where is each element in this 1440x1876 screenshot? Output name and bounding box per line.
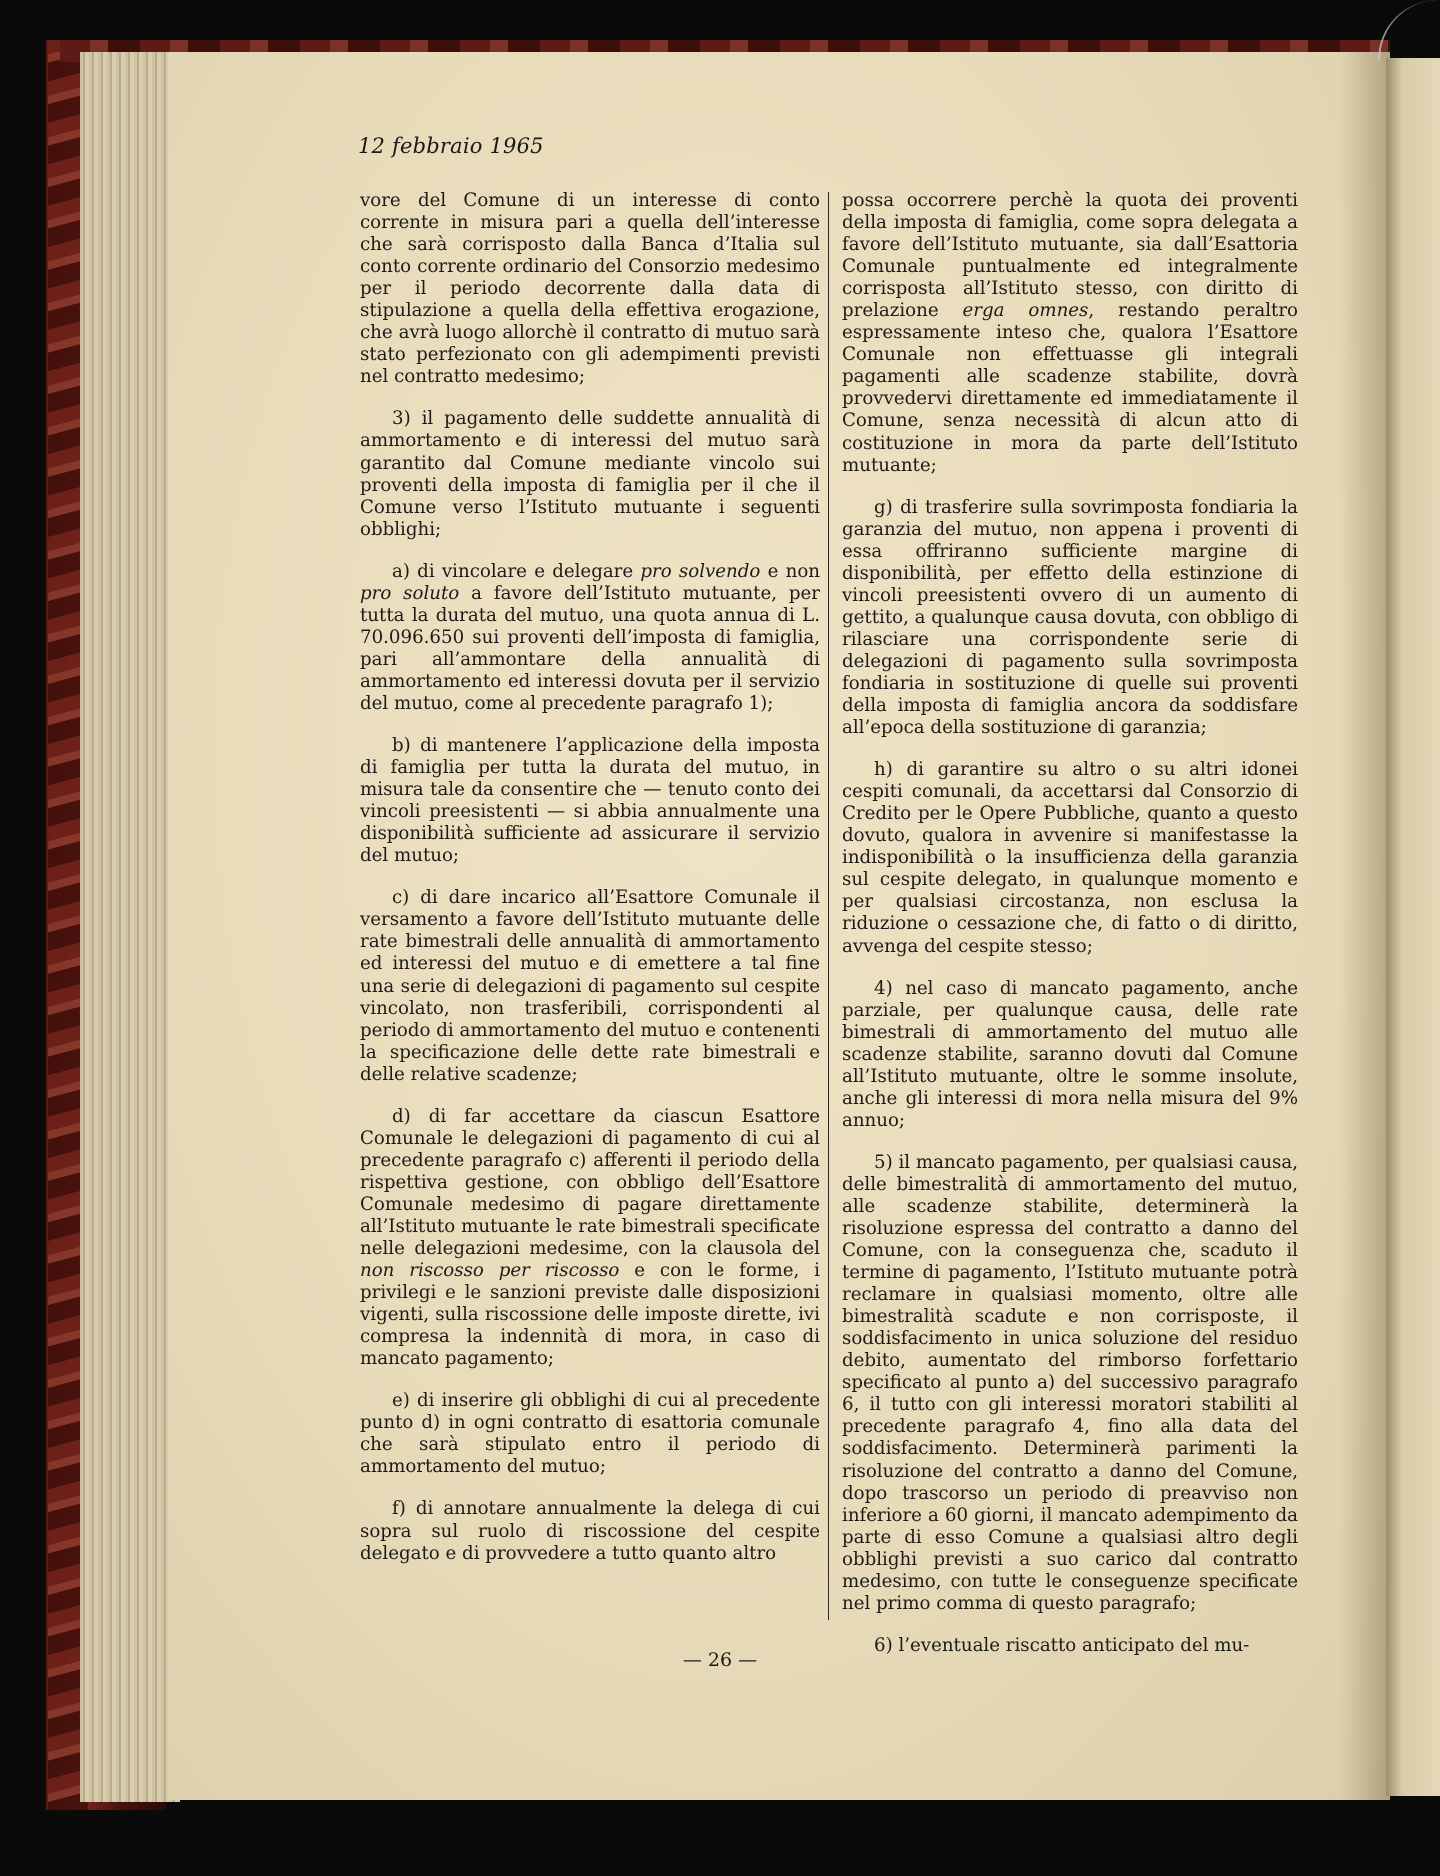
right-text-column	[842, 190, 1298, 1677]
paragraph-continuation: vore del Comune di un interesse di conto corrente in misura pari a quella dell’interesse che sarà corrisposto dalla Banca d’Italia sul conto corrente ordinario del Consorzio medesimo per il periodo decorrente dalla data di stipulazione a quella della effettiva erogazione, che avrà luogo allorchè il contratto di mutuo sarà stato perfezionato con gli adempimenti previsti nel contratto medesimo;	[360, 190, 820, 388]
corner-curve-decoration	[1378, 0, 1440, 62]
paragraph-h: h) di garantire su altro o su altri idonei cespiti comunali, da accettarsi dal Consorzio di Credito per le Opere Pubbliche, quanto a questo dovuto, qualora in avvenire si manifestasse la indisponibilità o la insufficienza della garanzia sul cespite delegato, in qualunque momento e per qualsiasi circostanza, non esclusa la riduzione o cessazione che, di fatto o di diritto, avvenga del cespite stesso;	[842, 759, 1298, 957]
page-number: — 26 —	[682, 1649, 758, 1671]
paragraph-c: c) di dare incarico all’Esattore Comunale il versamento a favore dell’Istituto mutuante delle rate bimestrali delle annualità di ammortamento ed interessi del mutuo e di emettere a tal fine una serie di delegazioni di pagamento sul cespite vincolato, non trasferibili, corrispondenti al periodo di ammortamento del mutuo e contenenti la specificazione delle dette rate bimestrali e delle relative scadenze;	[360, 887, 820, 1085]
column-divider	[828, 192, 829, 1620]
paragraph-b: b) di mantenere l’applicazione della imposta di famiglia per tutta la durata del mutuo, in misura tale da consentire che — tenuto conto dei vincoli preesistenti — si abbia annualmente una disponibilità sufficiente ad assicurare il servizio del mutuo;	[360, 735, 820, 867]
paragraph-d: d) di far accettare da ciascun Esattore Comunale le delegazioni di pagamento di cui al precedente paragrafo c) afferenti il periodo della rispettiva gestione, con obbligo dell’Esattore Comunale medesimo di pagare direttamente all’Istituto mutuante le rate bimestrali specificate nelle delegazioni medesime, con la clausola del non riscosso per riscosso e con le forme, i privilegi e le sanzioni previste dalle disposizioni vigenti, sulla riscossione delle imposte dirette, ivi compresa la indennità di mora, in caso di mancato pagamento;	[360, 1105, 820, 1370]
left-text-column	[360, 190, 820, 1585]
paragraph-6: 6) l’eventuale riscatto anticipato del mu-	[874, 1634, 1250, 1656]
paragraph-e: e) di inserire gli obblighi di cui al precedente punto d) in ogni contratto di esattoria comunale che sarà stipulato entro il periodo di ammortamento del mutuo;	[360, 1390, 820, 1478]
paragraph-f: f) di annotare annualmente la delega di cui sopra sul ruolo di riscossione del cespite delegato e di provvedere a tutto quanto altro	[360, 1498, 820, 1564]
facing-page-edge	[1386, 58, 1440, 1796]
page-gutter-shadow	[1340, 52, 1390, 1800]
paragraph-5: 5) il mancato pagamento, per qualsiasi causa, delle bimestralità di ammortamento del mutuo, alle scadenze stabilite, determinerà la risoluzione espressa del contratto a danno del Comune, con la conseguenza che, scaduto il termine di pagamento, l’Istituto mutuante potrà reclamare in qualsiasi momento, oltre alle bimestralità scadute e non corrisposte, il soddisfacimento in unica soluzione del residuo debito, aumentato del rimborso forfettario specificato al punto a) del successivo paragrafo 6, il tutto con gli interessi moratori stabiliti al precedente paragrafo 4, fino alla data del soddisfacimento. Determinerà parimenti la risoluzione del contratto a danno del Comune, dopo trascorso un periodo di preavviso non inferiore a 60 giorni, il mancato adempimento da parte di esso Comune a qualsiasi altro degli obblighi previsti a suo carico dal contratto medesimo, con tutte le conseguenze specificate nel primo comma di questo paragrafo;	[842, 1151, 1298, 1614]
page-header-date: 12 febbraio 1965	[358, 134, 544, 158]
page-stack-edges	[80, 52, 180, 1802]
paragraph-3: 3) il pagamento delle suddette annualità di ammortamento e di interessi del mutuo sarà garantito dal Comune mediante vincolo sui proventi della imposta di famiglia per il che il Comune verso l’Istituto mutuante i seguenti obblighi;	[360, 408, 820, 540]
paragraph-f-continuation: possa occorrere perchè la quota dei proventi della imposta di famiglia, come sopra delegata a favore dell’Istituto mutuante, sia dall’Esattoria Comunale puntualmente ed integralmente corrisposta all’Istituto stesso, con diritto di prelazione erga omnes, restando peraltro espressamente inteso che, qualora l’Esattore Comunale non effettuasse gli integrali pagamenti alle scadenze stabilite, dovrà provvedervi direttamente ed immediatamente il Comune, senza necessità di alcun atto di costituzione in mora da parte dell’Istituto mutuante;	[842, 190, 1299, 476]
paragraph-a: a) di vincolare e delegare pro solvendo e non pro soluto a favore dell’Istituto mutuante, per tutta la durata del mutuo, una quota annua di L. 70.096.650 sui proventi dell’imposta di famiglia, pari all’ammontare della annualità di ammortamento ed interessi dovuta per il servizio del mutuo, come al precedente paragrafo 1);	[360, 560, 821, 714]
paragraph-4: 4) nel caso di mancato pagamento, anche parziale, per qualunque causa, delle rate bimestrali di ammortamento del mutuo alle scadenze stabilite, saranno dovuti dal Comune all’Istituto mutuante, oltre le somme insolute, anche gli interessi di mora nella misura del 9% annuo;	[842, 977, 1298, 1131]
paragraph-g: g) di trasferire sulla sovrimposta fondiaria la garanzia del mutuo, non appena i proventi di essa offriranno sufficiente margine di disponibilità, per effetto della estinzione di vincoli preesistenti ovvero di un aumento di gettito, a qualunque causa dovuta, con obbligo di rilasciare una corrispondente serie di delegazioni di pagamento sulla sovrimposta fondiaria in sostituzione di quelle sui proventi della imposta di famiglia ancora da soddisfare all’epoca della sostituzione di garanzia;	[842, 496, 1298, 739]
